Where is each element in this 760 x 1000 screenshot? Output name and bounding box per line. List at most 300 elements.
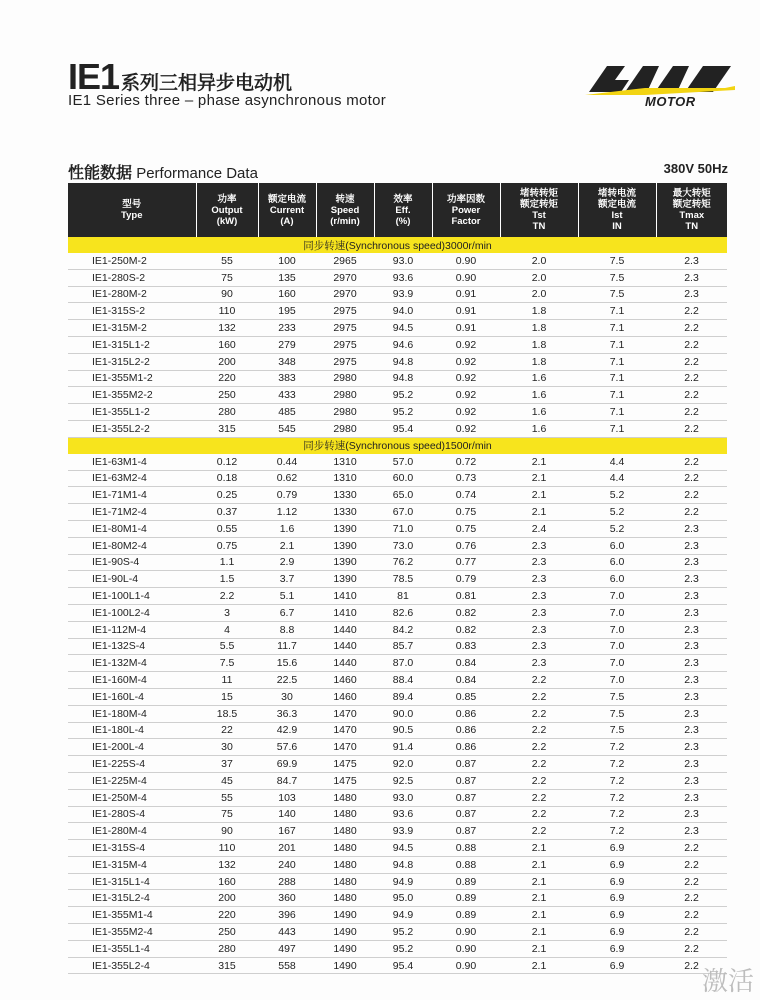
table-cell: 2975 <box>316 353 374 370</box>
table-cell: 2.1 <box>500 840 578 857</box>
column-header-zh: 最大转矩 <box>672 188 711 199</box>
column-header-en: Type <box>121 210 143 221</box>
table-cell: 7.5 <box>578 286 656 303</box>
column-header-en: Speed <box>330 204 360 216</box>
table-cell: 2.2 <box>656 856 727 873</box>
motor-type-cell: IE1-112M-4 <box>68 621 196 638</box>
column-header-zh: 型号 <box>122 199 142 210</box>
table-cell: 0.81 <box>432 588 500 605</box>
table-cell: 2.1 <box>500 504 578 521</box>
table-cell: 93.9 <box>374 286 432 303</box>
table-cell: 0.92 <box>432 336 500 353</box>
table-cell: 110 <box>196 840 258 857</box>
table-cell: 7.2 <box>578 756 656 773</box>
table-cell: 1440 <box>316 621 374 638</box>
table-cell: 0.75 <box>196 537 258 554</box>
table-cell: 135 <box>258 269 316 286</box>
motor-type-cell: IE1-180L-4 <box>68 722 196 739</box>
table-cell: 2.3 <box>656 537 727 554</box>
table-row <box>68 890 727 907</box>
table-cell: 1310 <box>316 470 374 487</box>
table-cell: 57.0 <box>374 454 432 470</box>
table-cell: 5.2 <box>578 487 656 504</box>
table-cell: 1480 <box>316 890 374 907</box>
table-cell: 360 <box>258 890 316 907</box>
table-cell: 132 <box>196 856 258 873</box>
table-cell: 81 <box>374 588 432 605</box>
performance-table <box>68 183 727 974</box>
table-row <box>68 387 727 404</box>
table-row <box>68 470 727 487</box>
table-cell: 15 <box>196 688 258 705</box>
column-header-unit: (%) <box>395 215 411 227</box>
table-cell: 94.8 <box>374 353 432 370</box>
column-header-en: Output <box>211 204 243 216</box>
table-cell: 1.6 <box>500 387 578 404</box>
table-cell: 0.79 <box>432 571 500 588</box>
table-cell: 95.2 <box>374 940 432 957</box>
table-cell: 7.1 <box>578 320 656 337</box>
motor-type-cell: IE1-355L1-4 <box>68 940 196 957</box>
table-cell: 7.1 <box>578 303 656 320</box>
table-cell: 1480 <box>316 789 374 806</box>
motor-type-cell: IE1-355L2-2 <box>68 420 196 437</box>
table-cell: 0.73 <box>432 470 500 487</box>
table-cell: 57.6 <box>258 739 316 756</box>
column-header <box>258 183 316 237</box>
table-cell: 1.6 <box>258 520 316 537</box>
column-header-unit: (r/min) <box>330 215 360 227</box>
section-heading-en: Performance Data <box>136 165 258 182</box>
motor-type-cell: IE1-315M-2 <box>68 320 196 337</box>
table-cell: 6.9 <box>578 957 656 974</box>
title-chinese: 系列三相异步电动机 <box>121 73 293 94</box>
table-cell: 0.72 <box>432 454 500 470</box>
table-row <box>68 957 727 974</box>
table-cell: 0.92 <box>432 404 500 421</box>
table-cell: 94.0 <box>374 303 432 320</box>
table-cell: 6.9 <box>578 840 656 857</box>
table-row <box>68 504 727 521</box>
table-cell: 0.25 <box>196 487 258 504</box>
table-cell: 7.0 <box>578 588 656 605</box>
table-cell: 91.4 <box>374 739 432 756</box>
table-cell: 0.62 <box>258 470 316 487</box>
table-cell: 2.3 <box>500 554 578 571</box>
table-cell: 0.75 <box>432 520 500 537</box>
speed-group-row <box>68 237 727 253</box>
column-header-zh2: 额定转矩 <box>672 199 711 210</box>
table-cell: 110 <box>196 303 258 320</box>
table-cell: 55 <box>196 253 258 269</box>
table-cell: 485 <box>258 404 316 421</box>
motor-type-cell: IE1-200L-4 <box>68 739 196 756</box>
table-cell: 2.3 <box>656 571 727 588</box>
table-cell: 7.2 <box>578 739 656 756</box>
table-cell: 67.0 <box>374 504 432 521</box>
column-header-en: Ist <box>611 210 623 221</box>
table-cell: 3 <box>196 604 258 621</box>
column-header-en: Tmax <box>679 210 705 221</box>
table-cell: 0.92 <box>432 420 500 437</box>
motor-type-cell: IE1-80M2-4 <box>68 537 196 554</box>
table-cell: 2.2 <box>656 907 727 924</box>
table-cell: 2.0 <box>500 269 578 286</box>
table-cell: 94.5 <box>374 840 432 857</box>
motor-type-cell: IE1-355M1-2 <box>68 370 196 387</box>
table-cell: 1.8 <box>500 336 578 353</box>
table-cell: 2.1 <box>500 856 578 873</box>
table-cell: 7.5 <box>578 688 656 705</box>
table-cell: 69.9 <box>258 756 316 773</box>
table-cell: 94.8 <box>374 370 432 387</box>
table-row <box>68 940 727 957</box>
table-row <box>68 520 727 537</box>
table-cell: 0.12 <box>196 454 258 470</box>
table-cell: 36.3 <box>258 705 316 722</box>
table-cell: 2.2 <box>656 370 727 387</box>
table-cell: 2.2 <box>656 353 727 370</box>
table-row <box>68 286 727 303</box>
table-cell: 1.6 <box>500 370 578 387</box>
table-cell: 1.6 <box>500 420 578 437</box>
table-cell: 78.5 <box>374 571 432 588</box>
table-cell: 84.7 <box>258 772 316 789</box>
table-cell: 1.5 <box>196 571 258 588</box>
table-cell: 0.87 <box>432 772 500 789</box>
table-row <box>68 638 727 655</box>
table-cell: 94.8 <box>374 856 432 873</box>
table-cell: 7.1 <box>578 387 656 404</box>
table-cell: 2.2 <box>500 739 578 756</box>
table-cell: 30 <box>258 688 316 705</box>
table-cell: 0.90 <box>432 924 500 941</box>
table-cell: 1.8 <box>500 353 578 370</box>
table-cell: 7.5 <box>578 269 656 286</box>
table-cell: 2.3 <box>656 739 727 756</box>
table-cell: 4.4 <box>578 470 656 487</box>
table-cell: 2.3 <box>656 705 727 722</box>
column-header-en: Power <box>451 204 481 216</box>
table-cell: 94.9 <box>374 907 432 924</box>
table-cell: 75 <box>196 806 258 823</box>
motor-type-cell: IE1-355L1-2 <box>68 404 196 421</box>
table-cell: 2975 <box>316 336 374 353</box>
column-header <box>68 183 196 237</box>
column-header-zh2: 额定电流 <box>597 199 636 210</box>
motor-type-cell: IE1-355L2-4 <box>68 957 196 974</box>
column-header <box>656 183 727 237</box>
motor-type-cell: IE1-355M1-4 <box>68 907 196 924</box>
table-cell: 558 <box>258 957 316 974</box>
table-cell: 7.5 <box>578 705 656 722</box>
watermark: 激活 <box>701 966 754 996</box>
table-cell: 250 <box>196 387 258 404</box>
table-cell: 0.89 <box>432 907 500 924</box>
table-cell: 2.3 <box>500 638 578 655</box>
table-cell: 2.3 <box>656 722 727 739</box>
table-row <box>68 756 727 773</box>
table-cell: 7.0 <box>578 621 656 638</box>
table-cell: 1.6 <box>500 404 578 421</box>
motor-type-cell: IE1-160L-4 <box>68 688 196 705</box>
table-cell: 0.91 <box>432 303 500 320</box>
column-header <box>196 183 258 237</box>
table-cell: 7.0 <box>578 604 656 621</box>
table-cell: 1475 <box>316 772 374 789</box>
table-cell: 2.1 <box>500 940 578 957</box>
table-cell: 1.8 <box>500 320 578 337</box>
table-cell: 167 <box>258 823 316 840</box>
table-cell: 60.0 <box>374 470 432 487</box>
table-cell: 2.1 <box>500 470 578 487</box>
table-cell: 85.7 <box>374 638 432 655</box>
table-cell: 233 <box>258 320 316 337</box>
table-cell: 0.88 <box>432 840 500 857</box>
table-row <box>68 420 727 437</box>
column-header-unit: (A) <box>280 215 294 227</box>
table-row <box>68 672 727 689</box>
table-cell: 2.3 <box>500 537 578 554</box>
table-cell: 2.2 <box>500 823 578 840</box>
table-cell: 7.1 <box>578 336 656 353</box>
table-cell: 160 <box>196 873 258 890</box>
table-cell: 11 <box>196 672 258 689</box>
motor-type-cell: IE1-315M-4 <box>68 856 196 873</box>
table-row <box>68 253 727 269</box>
motor-type-cell: IE1-250M-4 <box>68 789 196 806</box>
table-cell: 2.3 <box>500 571 578 588</box>
motor-type-cell: IE1-80M1-4 <box>68 520 196 537</box>
speed-group-row <box>68 437 727 454</box>
column-header-zh: 额定电流 <box>267 193 306 205</box>
table-cell: 2.2 <box>500 806 578 823</box>
table-cell: 250 <box>196 924 258 941</box>
table-cell: 7.1 <box>578 404 656 421</box>
table-cell: 6.9 <box>578 924 656 941</box>
table-cell: 1480 <box>316 840 374 857</box>
column-header <box>374 183 432 237</box>
table-cell: 2.2 <box>656 320 727 337</box>
table-cell: 0.74 <box>432 487 500 504</box>
motor-type-cell: IE1-280S-4 <box>68 806 196 823</box>
table-row <box>68 269 727 286</box>
motor-type-cell: IE1-63M2-4 <box>68 470 196 487</box>
table-cell: 6.9 <box>578 890 656 907</box>
table-cell: 240 <box>258 856 316 873</box>
table-row <box>68 806 727 823</box>
table-row <box>68 655 727 672</box>
table-cell: 2.3 <box>656 638 727 655</box>
table-cell: 0.75 <box>432 504 500 521</box>
table-cell: 5.2 <box>578 504 656 521</box>
motor-type-cell: IE1-280M-4 <box>68 823 196 840</box>
table-cell: 2.2 <box>500 789 578 806</box>
table-cell: 76.2 <box>374 554 432 571</box>
table-cell: 7.0 <box>578 638 656 655</box>
motor-type-cell: IE1-100L2-4 <box>68 604 196 621</box>
table-cell: 1460 <box>316 688 374 705</box>
table-cell: 2.3 <box>656 554 727 571</box>
table-cell: 7.5 <box>578 722 656 739</box>
table-row <box>68 537 727 554</box>
table-cell: 0.37 <box>196 504 258 521</box>
table-row <box>68 370 727 387</box>
table-cell: 160 <box>196 336 258 353</box>
table-row <box>68 621 727 638</box>
table-cell: 2.2 <box>656 940 727 957</box>
table-cell: 2975 <box>316 320 374 337</box>
table-cell: 1490 <box>316 957 374 974</box>
table-cell: 2.2 <box>656 454 727 470</box>
column-header-zh: 效率 <box>393 193 413 205</box>
table-cell: 90 <box>196 823 258 840</box>
table-cell: 89.4 <box>374 688 432 705</box>
table-cell: 7.0 <box>578 655 656 672</box>
table-row <box>68 823 727 840</box>
logo-subtitle: MOTOR <box>645 94 696 109</box>
table-cell: 2.9 <box>258 554 316 571</box>
table-row <box>68 571 727 588</box>
column-header-zh: 堵转电流 <box>597 188 636 199</box>
table-cell: 7.2 <box>578 789 656 806</box>
table-cell: 7.5 <box>196 655 258 672</box>
table-cell: 315 <box>196 957 258 974</box>
table-cell: 2980 <box>316 404 374 421</box>
table-row <box>68 336 727 353</box>
table-cell: 1480 <box>316 873 374 890</box>
table-cell: 2970 <box>316 286 374 303</box>
table-cell: 1470 <box>316 739 374 756</box>
motor-type-cell: IE1-132S-4 <box>68 638 196 655</box>
table-cell: 1390 <box>316 537 374 554</box>
table-cell: 0.89 <box>432 890 500 907</box>
title-english: IE1 Series three – phase asynchronous motor <box>68 92 387 109</box>
table-cell: 2.2 <box>656 303 727 320</box>
table-cell: 7.2 <box>578 772 656 789</box>
table-cell: 2.3 <box>656 621 727 638</box>
table-cell: 0.76 <box>432 537 500 554</box>
table-cell: 22 <box>196 722 258 739</box>
table-cell: 6.0 <box>578 571 656 588</box>
table-cell: 22.5 <box>258 672 316 689</box>
table-row <box>68 722 727 739</box>
table-row <box>68 873 727 890</box>
table-cell: 0.92 <box>432 387 500 404</box>
column-header-en: Current <box>269 204 305 216</box>
table-cell: 5.1 <box>258 588 316 605</box>
table-cell: 6.9 <box>578 940 656 957</box>
motor-type-cell: IE1-355M2-4 <box>68 924 196 941</box>
table-cell: 2.2 <box>656 924 727 941</box>
table-cell: 2.3 <box>656 588 727 605</box>
table-cell: 2.3 <box>656 756 727 773</box>
table-cell: 0.86 <box>432 722 500 739</box>
table-cell: 6.9 <box>578 873 656 890</box>
column-header-zh2: 额定转矩 <box>519 199 558 210</box>
table-cell: 0.85 <box>432 688 500 705</box>
table-cell: 6.0 <box>578 537 656 554</box>
table-cell: 6.0 <box>578 554 656 571</box>
table-cell: 95.4 <box>374 420 432 437</box>
motor-type-cell: IE1-180M-4 <box>68 705 196 722</box>
table-cell: 94.5 <box>374 320 432 337</box>
table-cell: 2980 <box>316 370 374 387</box>
table-cell: 37 <box>196 756 258 773</box>
table-cell: 140 <box>258 806 316 823</box>
table-cell: 2.3 <box>656 269 727 286</box>
table-cell: 443 <box>258 924 316 941</box>
table-cell: 95.4 <box>374 957 432 974</box>
motor-type-cell: IE1-71M2-4 <box>68 504 196 521</box>
table-cell: 132 <box>196 320 258 337</box>
table-cell: 94.9 <box>374 873 432 890</box>
table-cell: 0.87 <box>432 789 500 806</box>
table-cell: 1390 <box>316 571 374 588</box>
column-header-en: Eff. <box>395 204 411 216</box>
table-cell: 6.9 <box>578 907 656 924</box>
table-cell: 93.0 <box>374 253 432 269</box>
table-row <box>68 604 727 621</box>
table-cell: 42.9 <box>258 722 316 739</box>
table-cell: 2.3 <box>656 823 727 840</box>
table-cell: 93.9 <box>374 823 432 840</box>
table-cell: 0.77 <box>432 554 500 571</box>
table-cell: 2.2 <box>656 504 727 521</box>
brand-logo <box>585 62 735 110</box>
table-cell: 1330 <box>316 504 374 521</box>
speed-group-label: 同步转速(Synchronous speed)3000r/min <box>68 237 727 253</box>
table-cell: 1410 <box>316 604 374 621</box>
table-cell: 2980 <box>316 420 374 437</box>
table-row <box>68 303 727 320</box>
table-cell: 1490 <box>316 907 374 924</box>
table-cell: 90.0 <box>374 705 432 722</box>
table-cell: 433 <box>258 387 316 404</box>
table-cell: 2.2 <box>500 672 578 689</box>
table-cell: 95.2 <box>374 924 432 941</box>
table-cell: 1330 <box>316 487 374 504</box>
table-cell: 383 <box>258 370 316 387</box>
table-cell: 2.3 <box>656 688 727 705</box>
table-cell: 2.1 <box>500 873 578 890</box>
table-cell: 2.2 <box>656 470 727 487</box>
table-cell: 4 <box>196 621 258 638</box>
table-cell: 545 <box>258 420 316 437</box>
motor-type-cell: IE1-160M-4 <box>68 672 196 689</box>
table-cell: 0.84 <box>432 672 500 689</box>
table-cell: 90.5 <box>374 722 432 739</box>
table-cell: 7.1 <box>578 353 656 370</box>
table-cell: 348 <box>258 353 316 370</box>
table-cell: 0.91 <box>432 320 500 337</box>
motor-type-cell: IE1-132M-4 <box>68 655 196 672</box>
table-cell: 0.92 <box>432 353 500 370</box>
table-cell: 0.90 <box>432 253 500 269</box>
motor-type-cell: IE1-315L1-4 <box>68 873 196 890</box>
table-cell: 1390 <box>316 520 374 537</box>
table-cell: 1440 <box>316 638 374 655</box>
table-row <box>68 924 727 941</box>
table-cell: 220 <box>196 907 258 924</box>
column-header <box>316 183 374 237</box>
table-cell: 94.6 <box>374 336 432 353</box>
table-cell: 2.1 <box>500 957 578 974</box>
table-cell: 1470 <box>316 722 374 739</box>
table-cell: 4.4 <box>578 454 656 470</box>
table-cell: 2.2 <box>500 722 578 739</box>
table-cell: 1480 <box>316 856 374 873</box>
